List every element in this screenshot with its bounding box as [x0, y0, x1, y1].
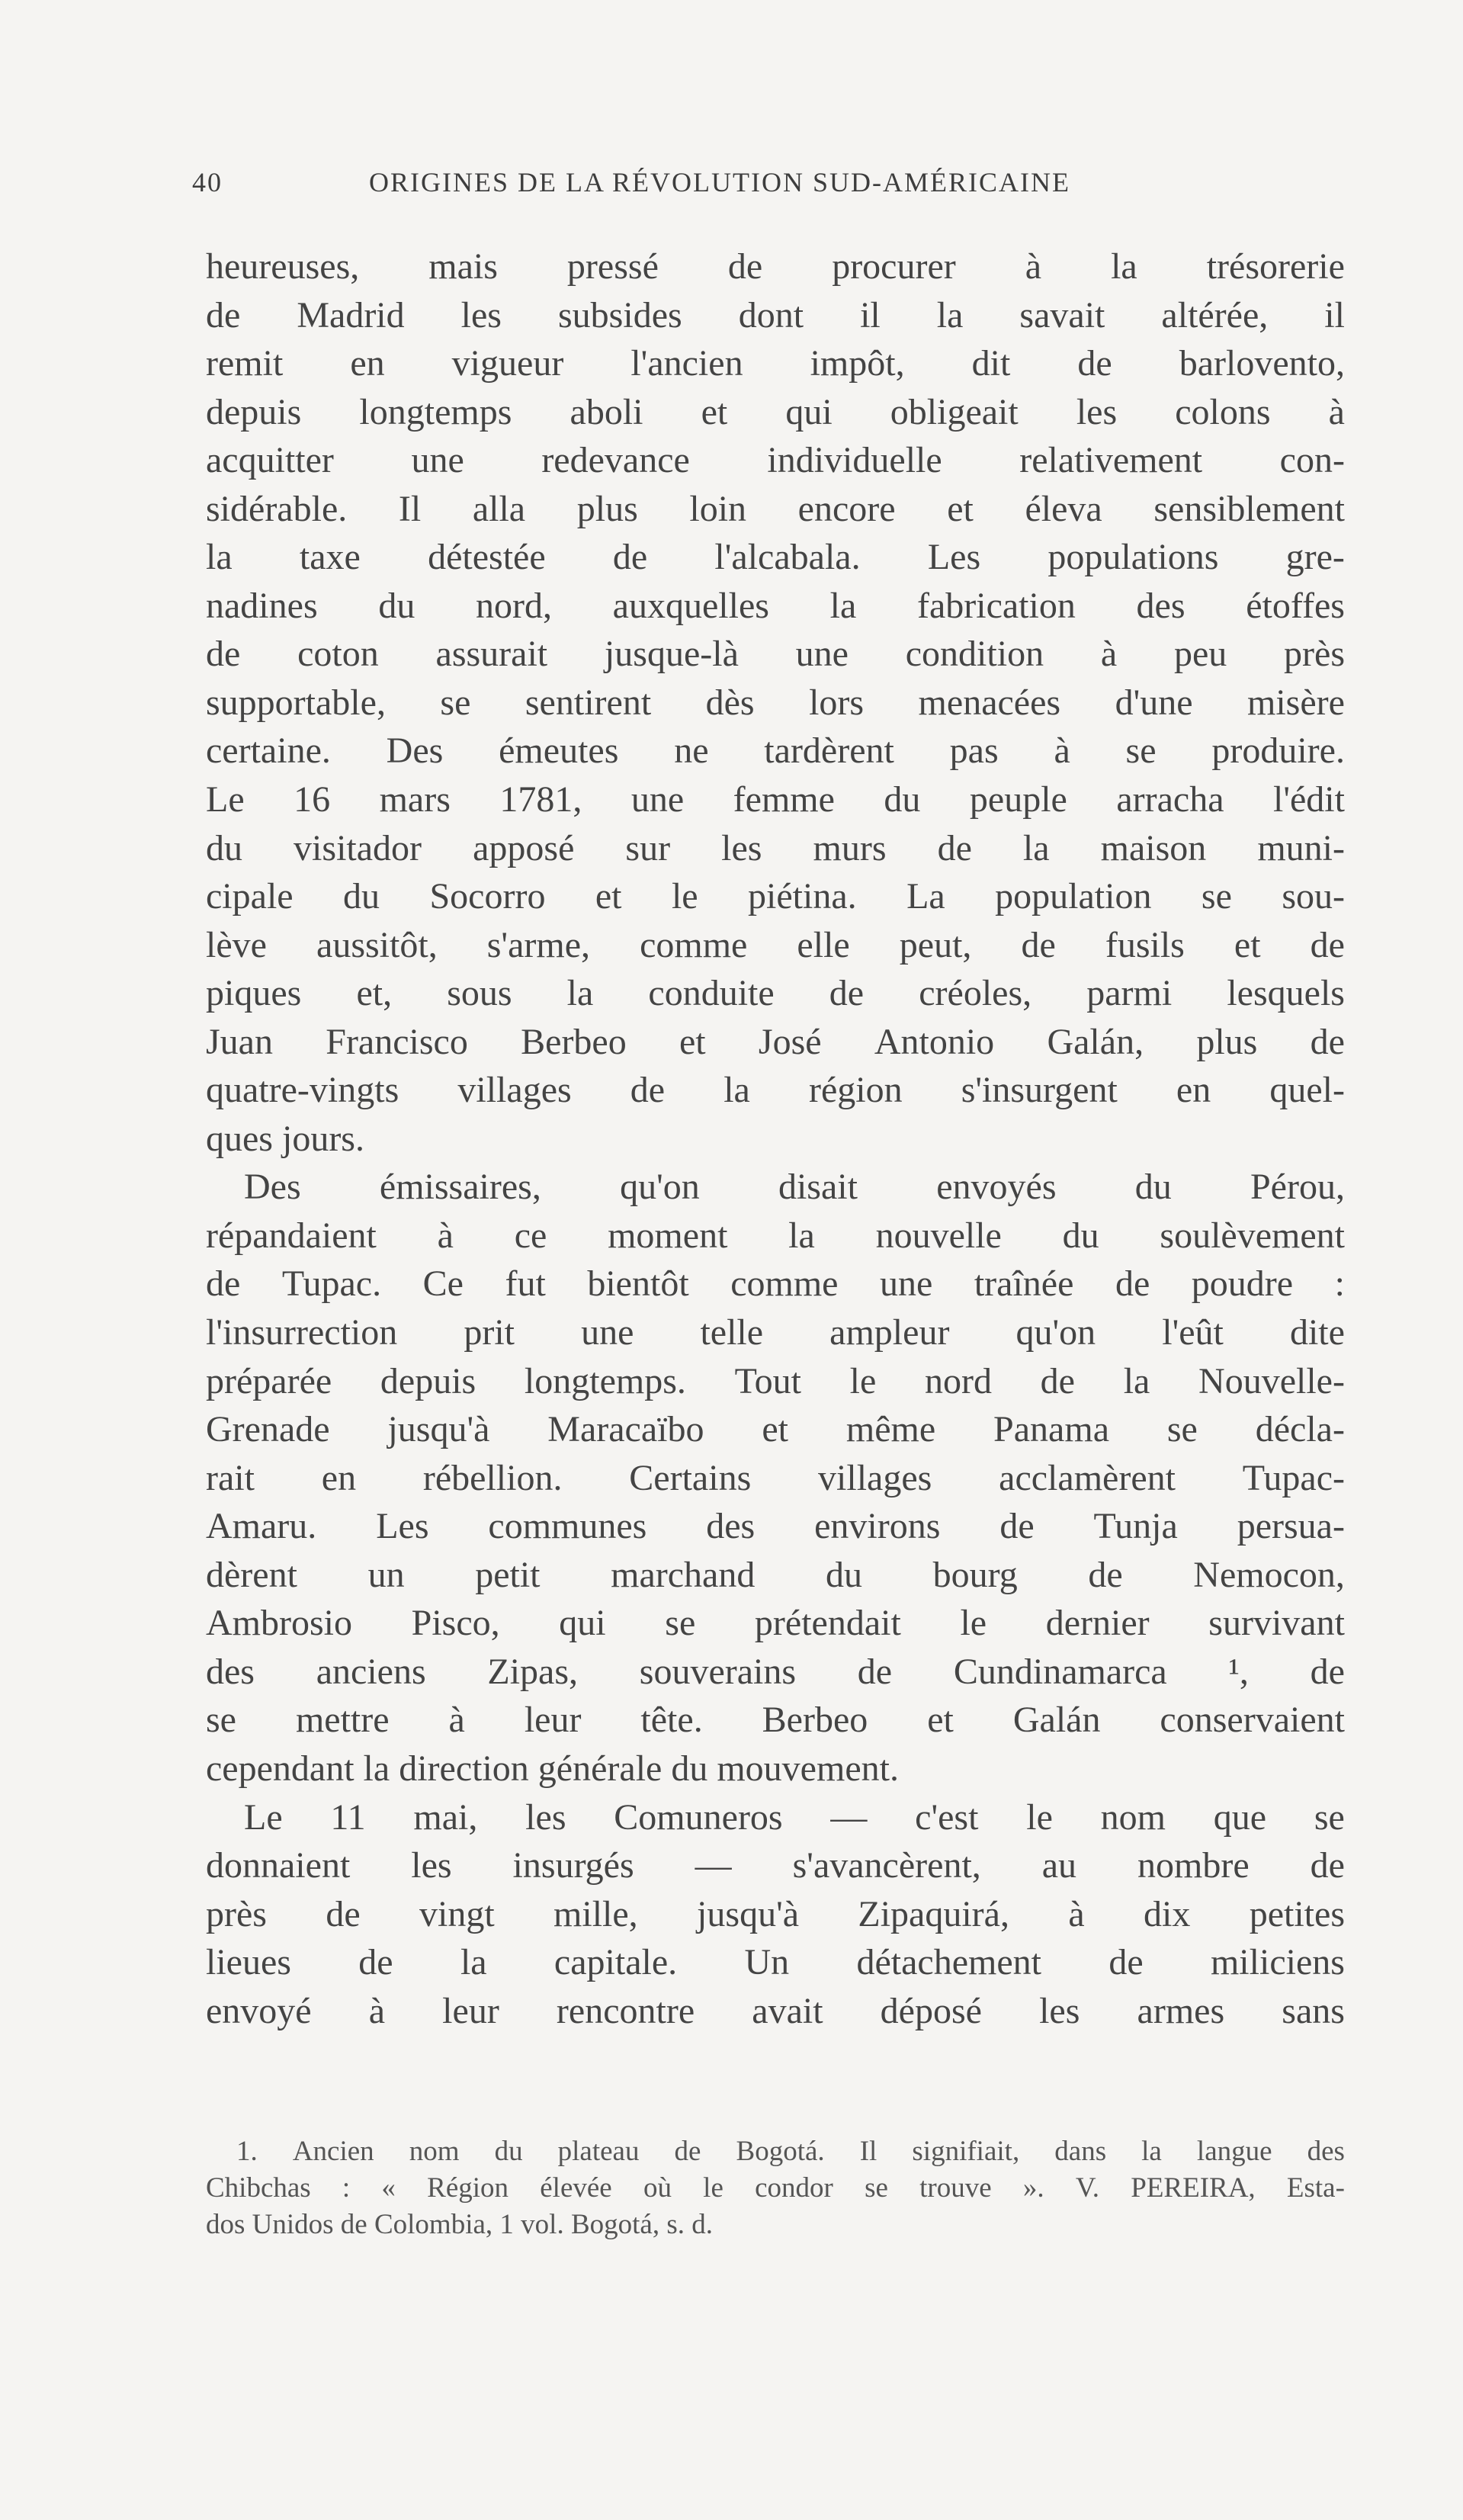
text-line: des anciens Zipas, souverains de Cundinamarca ¹, de	[206, 1651, 1345, 1692]
main-text	[206, 242, 1345, 2035]
text-line: remit en vigueur l'ancien impôt, dit de barlovento,	[206, 343, 1345, 384]
text-line: Amaru. Les communes des environs de Tunja persua-	[206, 1506, 1345, 1547]
text-line: sidérable. Il alla plus loin encore et éleva sensiblement	[206, 488, 1345, 529]
footnote-line: dos Unidos de Colombia, 1 vol. Bogotá, s. d.	[206, 2209, 713, 2240]
text-line: la taxe détestée de l'alcabala. Les populations gre-	[206, 537, 1345, 578]
text-line: de Madrid les subsides dont il la savait altérée, il	[206, 294, 1345, 335]
text-line: acquitter une redevance individuelle relativement con-	[206, 440, 1345, 481]
text-line: Des émissaires, qu'on disait envoyés du Pérou,	[244, 1167, 1345, 1208]
text-line: se mettre à leur tête. Berbeo et Galán conservaient	[206, 1700, 1345, 1741]
text-line: rait en rébellion. Certains villages acclamèrent Tupac-	[206, 1457, 1345, 1498]
text-line: donnaient les insurgés — s'avancèrent, au nombre de	[206, 1845, 1345, 1886]
text-line: lieues de la capitale. Un détachement de miliciens	[206, 1942, 1345, 1983]
text-line: Ambrosio Pisco, qui se prétendait le dernier survivant	[206, 1603, 1345, 1644]
text-line: cipale du Socorro et le piétina. La population se sou-	[206, 876, 1345, 917]
text-line: Juan Francisco Berbeo et José Antonio Galán, plus de	[206, 1021, 1345, 1062]
text-line: envoyé à leur rencontre avait déposé les armes sans	[206, 1990, 1345, 2031]
text-line: quatre-vingts villages de la région s'insurgent en quel-	[206, 1070, 1345, 1111]
footnote-line: 1. Ancien nom du plateau de Bogotá. Il signifiait, dans la langue des	[236, 2136, 1345, 2167]
page-number: 40	[192, 167, 223, 197]
text-line: certaine. Des émeutes ne tardèrent pas à se produire.	[206, 730, 1345, 772]
text-line: l'insurrection prit une telle ampleur qu'on l'eût dite	[206, 1312, 1345, 1353]
text-line: nadines du nord, auxquelles la fabrication des étoffes	[206, 585, 1345, 626]
text-line: heureuses, mais pressé de procurer à la trésorerie	[206, 246, 1345, 287]
text-line: Grenade jusqu'à Maracaïbo et même Panama se décla-	[206, 1409, 1345, 1450]
text-line: de coton assurait jusque-là une condition à peu près	[206, 634, 1345, 675]
text-line: préparée depuis longtemps. Tout le nord de la Nouvelle-	[206, 1360, 1345, 1401]
footnote-line: Chibchas : « Région élevée où le condor se trouve ». V. PEREIRA, Esta-	[206, 2172, 1345, 2204]
text-line: piques et, sous la conduite de créoles, parmi lesquels	[206, 973, 1345, 1014]
text-line: cependant la direction générale du mouvement.	[206, 1748, 899, 1789]
text-line: répandaient à ce moment la nouvelle du soulèvement	[206, 1215, 1345, 1256]
text-line: Le 16 mars 1781, une femme du peuple arracha l'édit	[206, 779, 1345, 820]
text-line: ques jours.	[206, 1118, 364, 1159]
footnotes	[206, 2133, 1345, 2243]
text-line: supportable, se sentirent dès lors menacées d'une misère	[206, 682, 1345, 723]
text-line: de Tupac. Ce fut bientôt comme une traînée de poudre :	[206, 1263, 1345, 1305]
text-line: lève aussitôt, s'arme, comme elle peut, de fusils et de	[206, 924, 1345, 965]
text-line: Le 11 mai, les Comuneros — c'est le nom que se	[244, 1796, 1345, 1838]
text-line: du visitador apposé sur les murs de la maison muni-	[206, 827, 1345, 868]
text-line: depuis longtemps aboli et qui obligeait les colons à	[206, 391, 1345, 432]
running-title: ORIGINES DE LA RÉVOLUTION SUD-AMÉRICAINE	[369, 167, 1070, 197]
text-line: près de vingt mille, jusqu'à Zipaquirá, à dix petites	[206, 1893, 1345, 1934]
text-line: dèrent un petit marchand du bourg de Nemocon,	[206, 1554, 1345, 1595]
page-header	[192, 166, 1275, 212]
